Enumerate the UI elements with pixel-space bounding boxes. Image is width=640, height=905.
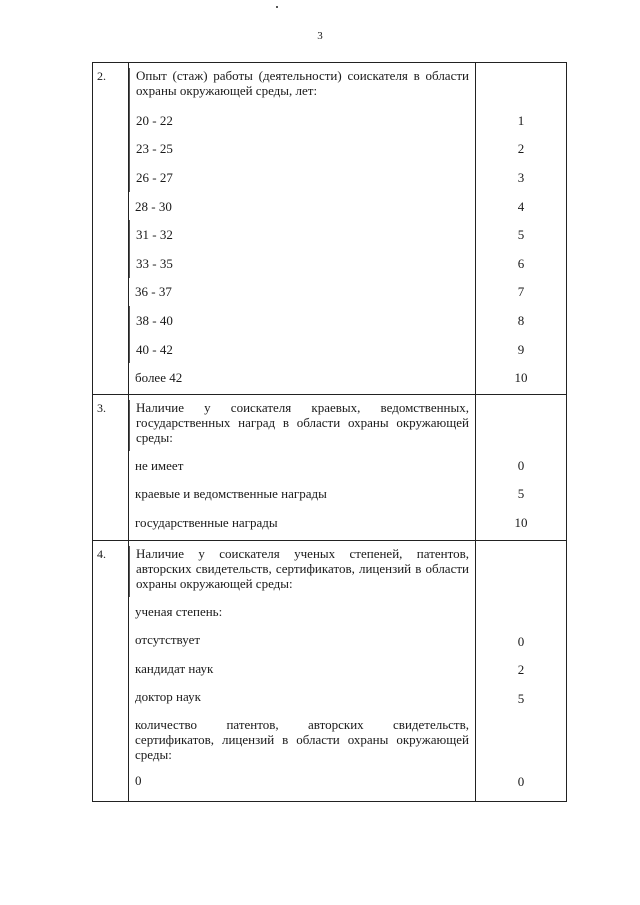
list-item: не имеет [135, 457, 184, 473]
section-heading: Опыт (стаж) работы (деятельности) соискателя в области охраны окружающей среды, лет: [129, 68, 471, 106]
criteria-table [92, 62, 567, 802]
score-value: 1 [517, 112, 525, 128]
section-number: 3. [93, 394, 129, 540]
subheading: количество патентов, авторских свидетельств, сертификатов, лицензий в области охраны окружающей среды: [135, 717, 469, 763]
score-value: 10 [514, 370, 528, 386]
list-item: 0 [135, 772, 142, 788]
score-value: 0 [517, 633, 525, 649]
scan-speck [276, 6, 278, 8]
score-value: 5 [517, 227, 525, 243]
list-item: государственные награды [135, 514, 278, 530]
list-item: 33 - 35 [129, 249, 471, 278]
score-value: 8 [517, 312, 525, 328]
list-item: более 42 [135, 370, 183, 386]
score-value: 3 [517, 169, 525, 185]
list-item: краевые и ведомственные награды [135, 486, 327, 502]
section-row [93, 394, 567, 540]
section-content [129, 394, 476, 540]
section-number: 2. [93, 63, 129, 395]
list-item: 36 - 37 [135, 284, 172, 300]
score-value: 9 [517, 341, 525, 357]
score-value: 5 [517, 690, 525, 706]
score-value: 7 [517, 284, 525, 300]
score-value: 2 [517, 662, 525, 678]
section-content [129, 540, 476, 801]
section-heading: Наличие у соискателя краевых, ведомственных, государственных наград в области охраны окружающей среды: [129, 400, 471, 451]
score-value: 2 [517, 141, 525, 157]
section-content [129, 63, 476, 395]
list-item: кандидат наук [135, 660, 214, 676]
list-item: отсутствует [135, 632, 201, 648]
list-item: 38 - 40 [129, 306, 471, 335]
score-value: 6 [517, 255, 525, 271]
section-heading: Наличие у соискателя ученых степеней, патентов, авторских свидетельств, сертификатов, лицензий в области охраны окружающей среды: [129, 546, 471, 597]
section-row [93, 540, 567, 801]
list-item: 23 - 25 [129, 135, 471, 164]
score-column [476, 394, 567, 540]
score-column [476, 63, 567, 395]
list-item: 40 - 42 [129, 335, 471, 364]
score-value: 0 [517, 774, 525, 790]
score-value: 5 [517, 486, 525, 502]
subheading: ученая степень: [135, 603, 223, 619]
score-value: 10 [514, 514, 528, 530]
list-item: 28 - 30 [135, 198, 172, 214]
section-number: 4. [93, 540, 129, 801]
list-item: 26 - 27 [129, 163, 471, 192]
page-number: 3 [317, 30, 323, 42]
list-item: доктор наук [135, 689, 201, 705]
list-item: 20 - 22 [129, 106, 471, 135]
score-value: 4 [517, 198, 525, 214]
score-value: 0 [517, 457, 525, 473]
section-row [93, 63, 567, 395]
list-item: 31 - 32 [129, 220, 471, 249]
score-column [476, 540, 567, 801]
